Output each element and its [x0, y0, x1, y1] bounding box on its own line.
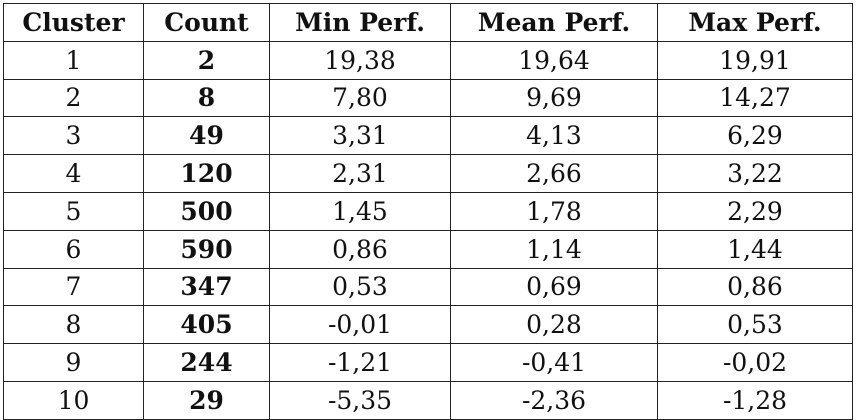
table-row	[4, 230, 853, 268]
max-perf-cell: -1,28	[658, 381, 853, 419]
mean-perf-cell: 19,64	[451, 41, 658, 79]
count-cell: 29	[144, 381, 270, 419]
table-row	[4, 381, 853, 419]
count-cell: 8	[144, 79, 270, 117]
max-perf-cell: 0,53	[658, 306, 853, 344]
table-row	[4, 306, 853, 344]
min-perf-cell: -1,21	[270, 344, 451, 382]
mean-perf-cell: 0,28	[451, 306, 658, 344]
count-cell: 2	[144, 41, 270, 79]
max-perf-cell: 19,91	[658, 41, 853, 79]
min-perf-cell: 7,80	[270, 79, 451, 117]
header-row	[4, 4, 853, 42]
cluster-cell: 8	[4, 306, 144, 344]
count-cell: 405	[144, 306, 270, 344]
header-min-perf: Min Perf.	[270, 4, 451, 42]
header-count: Count	[144, 4, 270, 42]
max-perf-cell: 2,29	[658, 192, 853, 230]
max-perf-cell: 0,86	[658, 268, 853, 306]
table-row	[4, 268, 853, 306]
table-row	[4, 117, 853, 155]
mean-perf-cell: 4,13	[451, 117, 658, 155]
cluster-cell: 4	[4, 155, 144, 193]
cluster-cell: 7	[4, 268, 144, 306]
count-cell: 49	[144, 117, 270, 155]
min-perf-cell: 2,31	[270, 155, 451, 193]
max-perf-cell: -0,02	[658, 344, 853, 382]
min-perf-cell: 19,38	[270, 41, 451, 79]
mean-perf-cell: 0,69	[451, 268, 658, 306]
mean-perf-cell: 1,78	[451, 192, 658, 230]
min-perf-cell: 0,53	[270, 268, 451, 306]
min-perf-cell: 0,86	[270, 230, 451, 268]
count-cell: 500	[144, 192, 270, 230]
max-perf-cell: 1,44	[658, 230, 853, 268]
min-perf-cell: -5,35	[270, 381, 451, 419]
header-cluster: Cluster	[4, 4, 144, 42]
count-cell: 347	[144, 268, 270, 306]
mean-perf-cell: -0,41	[451, 344, 658, 382]
count-cell: 244	[144, 344, 270, 382]
header-max-perf: Max Perf.	[658, 4, 853, 42]
cluster-cell: 5	[4, 192, 144, 230]
cluster-cell: 2	[4, 79, 144, 117]
table-body	[4, 41, 853, 419]
max-perf-cell: 6,29	[658, 117, 853, 155]
max-perf-cell: 3,22	[658, 155, 853, 193]
cluster-cell: 6	[4, 230, 144, 268]
table-row	[4, 344, 853, 382]
count-cell: 120	[144, 155, 270, 193]
mean-perf-cell: 1,14	[451, 230, 658, 268]
mean-perf-cell: 9,69	[451, 79, 658, 117]
mean-perf-cell: 2,66	[451, 155, 658, 193]
cluster-cell: 1	[4, 41, 144, 79]
count-cell: 590	[144, 230, 270, 268]
mean-perf-cell: -2,36	[451, 381, 658, 419]
table-header	[4, 4, 853, 42]
min-perf-cell: -0,01	[270, 306, 451, 344]
cluster-cell: 3	[4, 117, 144, 155]
min-perf-cell: 1,45	[270, 192, 451, 230]
min-perf-cell: 3,31	[270, 117, 451, 155]
table-row	[4, 155, 853, 193]
table-row	[4, 79, 853, 117]
cluster-performance-table	[3, 3, 853, 420]
max-perf-cell: 14,27	[658, 79, 853, 117]
table-row	[4, 41, 853, 79]
header-mean-perf: Mean Perf.	[451, 4, 658, 42]
table-row	[4, 192, 853, 230]
cluster-cell: 9	[4, 344, 144, 382]
cluster-cell: 10	[4, 381, 144, 419]
